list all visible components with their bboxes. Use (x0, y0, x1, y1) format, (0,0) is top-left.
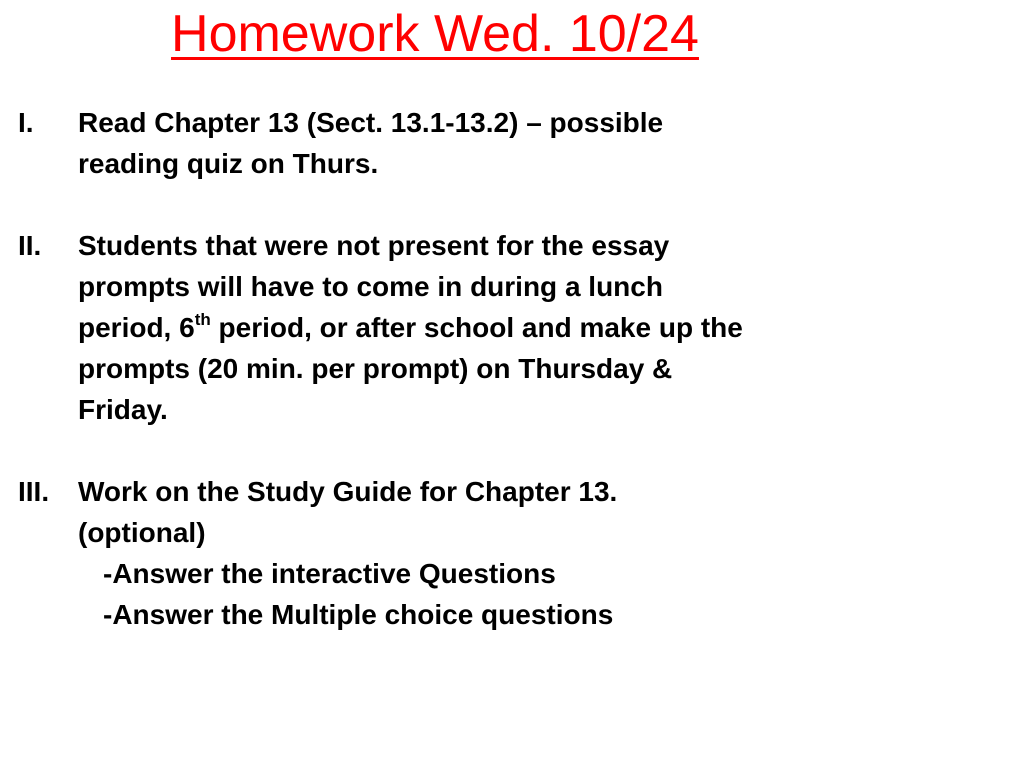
text-segment: period, 6 (78, 312, 195, 343)
item-text-line: Students that were not present for the essay (78, 230, 670, 261)
ordinal-suffix: th (194, 309, 211, 329)
item-text-line: (optional) (78, 517, 206, 548)
item-numeral: II. (18, 230, 42, 261)
homework-list (18, 102, 1008, 635)
sub-item: -Answer the interactive Questions (103, 558, 556, 589)
item-text-line: prompts will have to come in during a lunch (78, 271, 663, 302)
list-item-3 (18, 471, 1008, 635)
list-item-1 (18, 102, 1008, 184)
item-text-line: Friday. (78, 394, 168, 425)
item-numeral: I. (18, 107, 34, 138)
item-text-line: Read Chapter 13 (Sect. 13.1-13.2) – possible (78, 107, 664, 138)
slide-title: Homework Wed. 10/24 (171, 5, 699, 63)
item-numeral: III. (18, 476, 50, 507)
text-segment: period, or after school and make up the (210, 312, 743, 343)
item-text-line: prompts (20 min. per prompt) on Thursday & (78, 353, 673, 384)
sub-item: -Answer the Multiple choice questions (103, 599, 614, 630)
item-text-line: Work on the Study Guide for Chapter 13. (78, 476, 618, 507)
list-item-2 (18, 225, 1008, 430)
item-text-line: reading quiz on Thurs. (78, 148, 379, 179)
item-text-line (78, 307, 1008, 348)
